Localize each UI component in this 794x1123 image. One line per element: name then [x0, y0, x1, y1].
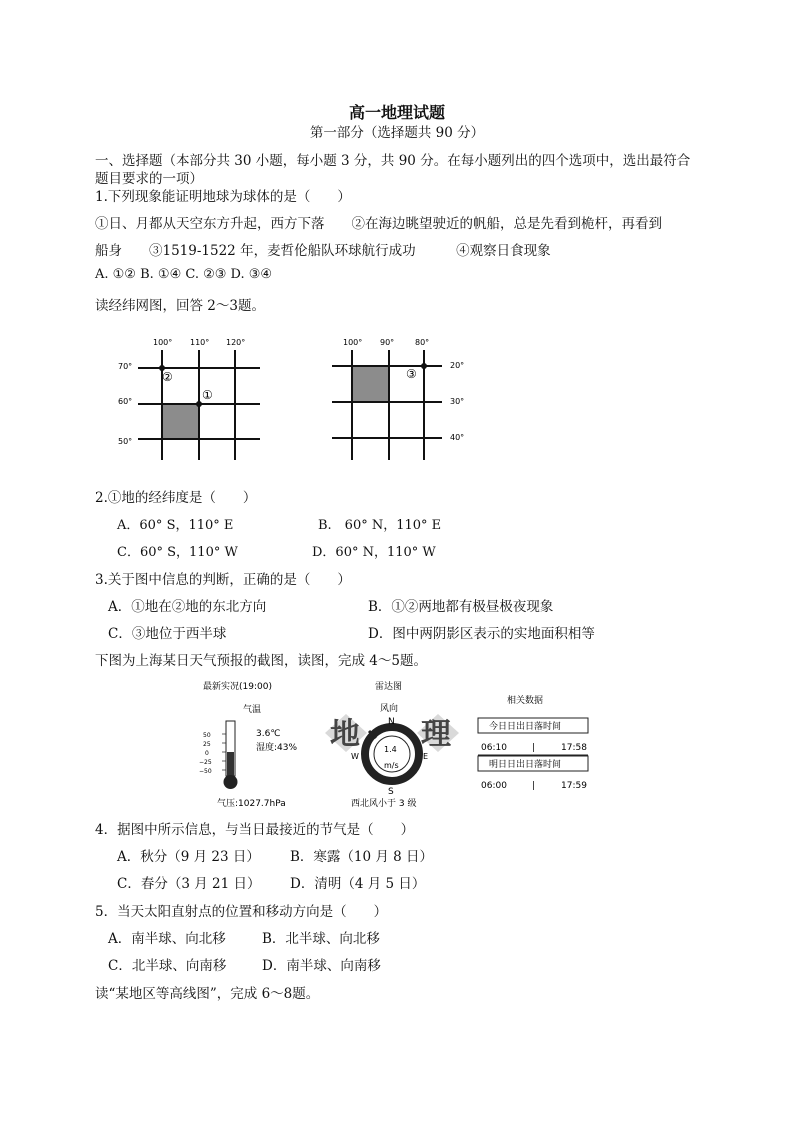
- lon-label: 100°: [153, 338, 173, 347]
- tomorrow-label: 明日日出日落时间: [489, 760, 562, 770]
- q4-option-d: D．清明（4 月 5 日）: [290, 876, 426, 892]
- q1-options: A. ①② B. ①④ C. ②③ D. ③④: [95, 267, 273, 282]
- q2-option-c: C．60° S，110° W: [117, 545, 238, 560]
- pressure-value: 气压:1027.7hPa: [217, 799, 286, 809]
- temp-scale-tick: 0: [205, 750, 209, 757]
- lon-label: 90°: [380, 338, 395, 347]
- watermark-right: 理: [421, 717, 451, 752]
- shaded-area-left: [162, 404, 199, 439]
- point-3-label: ③: [406, 367, 417, 381]
- humidity-value: 湿度:43%: [256, 743, 298, 753]
- q3-option-a: A．①地在②地的东北方向: [108, 599, 267, 615]
- q5-option-c: C．北半球、向南移: [108, 958, 227, 974]
- q2-option-b: B. 60° N，110° E: [318, 518, 442, 533]
- temp-scale-tick: 25: [203, 741, 211, 748]
- q4-option-b: B．寒露（10 月 8 日）: [290, 849, 434, 865]
- q5-stem: 5．当天太阳直射点的位置和移动方向是（ ）: [95, 904, 388, 920]
- q5-option-d: D．南半球、向南移: [262, 958, 381, 974]
- temp-scale-tick: 50: [203, 732, 211, 739]
- q4-stem: 4．据图中所示信息，与当日最接近的节气是（ ）: [95, 822, 415, 838]
- wind-compass-icon: [365, 727, 419, 781]
- tomorrow-sunset: 17:59: [561, 781, 587, 791]
- lat-long-grid-left: [110, 330, 280, 460]
- wind-description: 西北风小于 3 级: [351, 799, 417, 809]
- q3-option-d: D．图中两阴影区表示的实地面积相等: [368, 626, 595, 642]
- section-intro-line1: 一、选择题（本部分共 30 小题，每小题 3 分，共 90 分。在每小题列出的四个选项中，选出最符合: [95, 153, 691, 169]
- page-title: 高一地理试题: [348, 103, 445, 122]
- lon-label: 80°: [415, 338, 430, 347]
- lon-label: 110°: [190, 338, 210, 347]
- today-sunrise: 06:10: [481, 743, 507, 753]
- q1-line2: 船身 ③1519-1522 年，麦哲伦船队环球航行成功 ④观察日食现象: [95, 243, 551, 259]
- today-separator: |: [532, 743, 536, 753]
- lon-label: 120°: [226, 338, 246, 347]
- compass-south: S: [388, 787, 394, 797]
- q3-option-b: B．①②两地都有极昼极夜现象: [368, 599, 554, 615]
- q2-option-d: D．60° N，110° W: [312, 545, 436, 560]
- intro-q6-8: 读“某地区等高线图”，完成 6～8题。: [95, 986, 320, 1002]
- q2-stem: 2.①地的经纬度是（ ）: [95, 490, 257, 506]
- intro-q4-5: 下图为上海某日天气预报的截图，读图，完成 4～5题。: [95, 653, 427, 669]
- watermark-left: 地: [330, 717, 360, 752]
- tomorrow-separator: |: [532, 781, 536, 791]
- today-sunset: 17:58: [561, 743, 587, 753]
- temp-value: 3.6℃: [256, 729, 281, 739]
- q2-option-a: A．60° S，110° E: [117, 518, 234, 533]
- weather-forecast-figure: [195, 676, 595, 814]
- live-title: 最新实况(19:00): [203, 682, 272, 692]
- q4-option-c: C．春分（3 月 21 日）: [117, 876, 261, 892]
- point-1-label: ①: [202, 388, 213, 402]
- page-subtitle: 第一部分（选择题共 90 分）: [309, 125, 485, 141]
- related-data-title: 相关数据: [507, 696, 544, 706]
- temp-scale-tick: −25: [199, 759, 212, 766]
- lon-label: 100°: [343, 338, 363, 347]
- point-3-dot: [421, 363, 427, 369]
- today-label: 今日日出日落时间: [489, 722, 562, 732]
- shaded-area-right: [352, 366, 389, 402]
- thermometer-icon: [224, 721, 238, 789]
- intro-q2-3: 读经纬网图，回答 2～3题。: [95, 298, 265, 314]
- wind-direction-label: 风向: [380, 704, 399, 714]
- q4-option-a: A．秋分（9 月 23 日）: [117, 849, 260, 865]
- q5-option-a: A．南半球、向北移: [108, 931, 226, 947]
- tomorrow-sunrise: 06:00: [481, 781, 507, 791]
- wind-unit: m/s: [384, 761, 399, 770]
- lat-label: 30°: [450, 397, 465, 406]
- q3-stem: 3.关于图中信息的判断，正确的是（ ）: [95, 572, 351, 588]
- radar-title: 雷达图: [375, 682, 403, 692]
- q1-stem: 1.下列现象能证明地球为球体的是（ ）: [95, 189, 351, 205]
- lat-long-grid-right: [320, 330, 480, 460]
- lat-label: 50°: [118, 437, 133, 446]
- compass-north: N: [388, 717, 395, 727]
- q5-option-b: B．北半球、向北移: [262, 931, 380, 947]
- lat-label: 40°: [450, 433, 465, 442]
- q3-option-c: C．③地位于西半球: [108, 626, 227, 642]
- section-intro-line2: 题目要求的一项）: [95, 171, 203, 187]
- compass-west: W: [351, 752, 359, 761]
- temp-scale-tick: −50: [199, 768, 212, 775]
- lat-label: 70°: [118, 362, 133, 371]
- q1-line1: ①日、月都从天空东方升起，西方下落 ②在海边眺望驶近的帆船，总是先看到桅杆，再看到: [95, 216, 662, 232]
- wind-speed: 1.4: [384, 745, 397, 754]
- lat-label: 60°: [118, 397, 133, 406]
- temp-label: 气温: [243, 705, 262, 715]
- point-2-label: ②: [162, 370, 173, 384]
- lat-label: 20°: [450, 361, 465, 370]
- compass-east: E: [423, 752, 429, 761]
